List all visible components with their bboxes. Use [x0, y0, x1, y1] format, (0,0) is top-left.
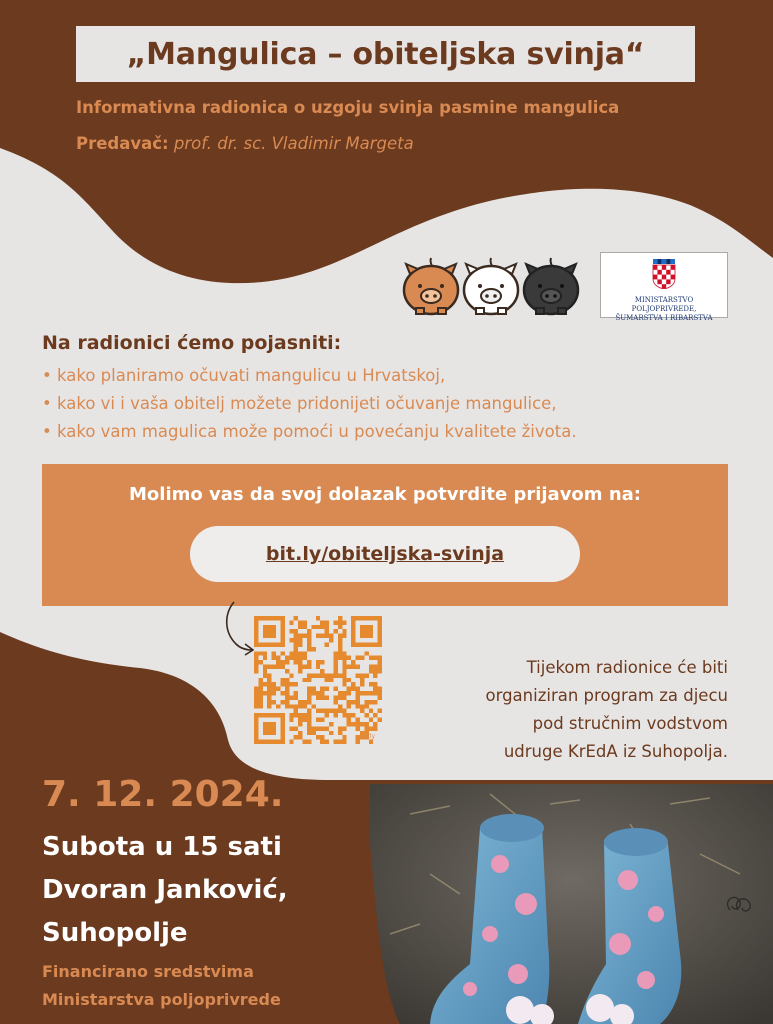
intro-bullet-list: [42, 362, 577, 446]
registration-text: Molimo vas da svoj dolazak potvrdite prijavom na:: [129, 484, 641, 505]
rain-boots-photo: [370, 784, 773, 1024]
pig-logos: [400, 254, 582, 316]
lecturer-line: [76, 134, 414, 153]
registration-link-pill[interactable]: [190, 526, 580, 582]
qr-code[interactable]: [254, 616, 382, 744]
ministry-logo: [600, 252, 728, 322]
white-pig-icon: [464, 258, 518, 314]
title-banner: [76, 26, 695, 82]
list-item: • kako vam magulica može pomoći u povećanju kvalitete života.: [42, 422, 577, 441]
list-item: • kako vi i vaša obitelj možete pridonijeti očuvanje mangulice,: [42, 394, 557, 413]
orange-pig-icon: [404, 258, 458, 314]
funding-note: Financirano sredstvima Ministarstva poljoprivrede: [42, 962, 281, 1009]
curved-arrow-icon: [212, 600, 260, 656]
registration-link[interactable]: bit.ly/obiteljska-svinja: [265, 543, 505, 565]
event-details: Subota u 15 sati Dvoran Janković, Suhopolje: [42, 832, 288, 948]
lecturer-name: prof. dr. sc. Vladimir Margeta: [173, 134, 414, 153]
page-title: „Mangulica – obiteljska svinja“: [126, 36, 645, 72]
event-date: 7. 12. 2024.: [42, 774, 284, 815]
registration-box: [42, 464, 728, 606]
black-pig-icon: [524, 258, 578, 314]
qr-brand-label: bitly: [362, 733, 376, 740]
list-item: • kako planiramo očuvati mangulicu u Hrvatskoj,: [42, 366, 446, 385]
ministry-name: MINISTARSTVO POLJOPRIVREDE, ŠUMARSTVA I RIBARSTVA: [615, 296, 713, 322]
intro-heading: Na radionici ćemo pojasniti:: [42, 332, 342, 354]
kids-program-text: Tijekom radionice će biti organiziran program za djecu pod stručnim vodstvom udruge KrEdA iz Suhopolja.: [485, 658, 728, 761]
croatian-crest-icon: [652, 259, 676, 289]
subtitle: Informativna radionica o uzgoju svinja pasmine mangulica: [76, 98, 620, 117]
lecturer-label: Predavač:: [76, 134, 169, 153]
